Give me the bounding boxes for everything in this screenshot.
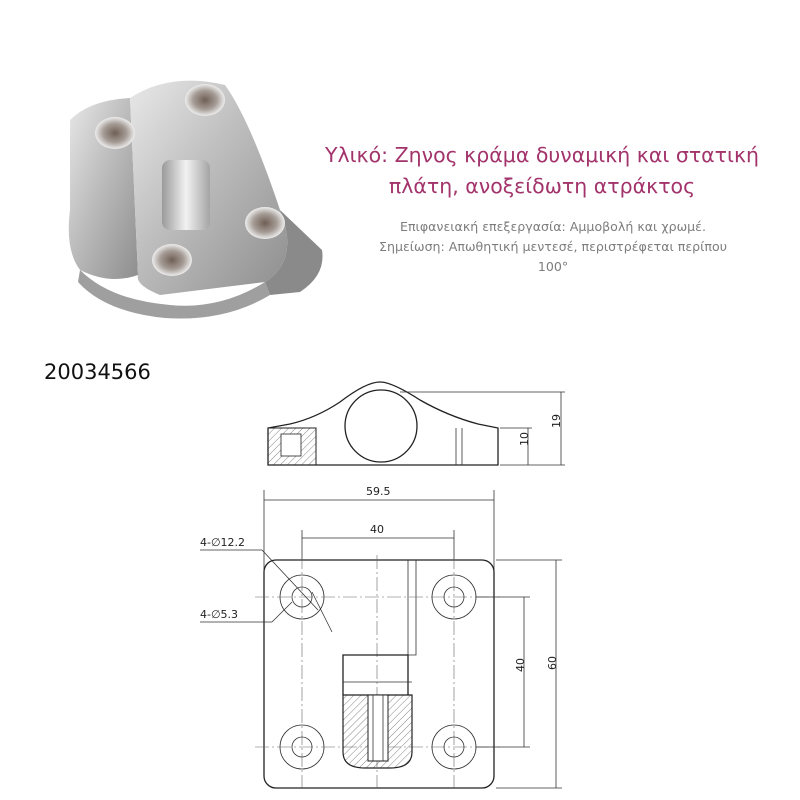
- hole-spacing-top: [302, 523, 454, 560]
- vertical-dimensions: [476, 560, 562, 788]
- dim-total-width: 59.5: [366, 485, 391, 498]
- hinge-photo: [50, 60, 340, 330]
- side-view: [268, 382, 565, 465]
- material-heading: Υλικό: Ζηνος κράμα δυναμική και στατική πλάτη, ανοξείδωτη ατράκτος: [324, 143, 760, 198]
- surface-note: Επιφανειακή επεξεργασία: Αμμοβολή και χρωμέ. Σημείωση: Απωθητική μεντεσέ, περιστρέφεται περίπου 100°: [379, 219, 727, 274]
- hole-callouts: [200, 536, 332, 632]
- technical-drawing: [0, 370, 800, 800]
- dim-leaf-height: 10: [518, 432, 531, 446]
- dim-hole-spacing-top: 40: [370, 523, 384, 536]
- front-view: [255, 555, 500, 788]
- dim-hole-spacing-vertical: 40: [514, 658, 527, 672]
- callout-through-hole: 4-∅5.3: [200, 608, 239, 621]
- dim-total-height: 19: [550, 414, 563, 428]
- dim-front-height: 60: [546, 656, 559, 670]
- callout-counterbore: 4-∅12.2: [200, 536, 246, 549]
- barrel-section: [343, 655, 412, 768]
- product-code: 20034566: [44, 360, 151, 384]
